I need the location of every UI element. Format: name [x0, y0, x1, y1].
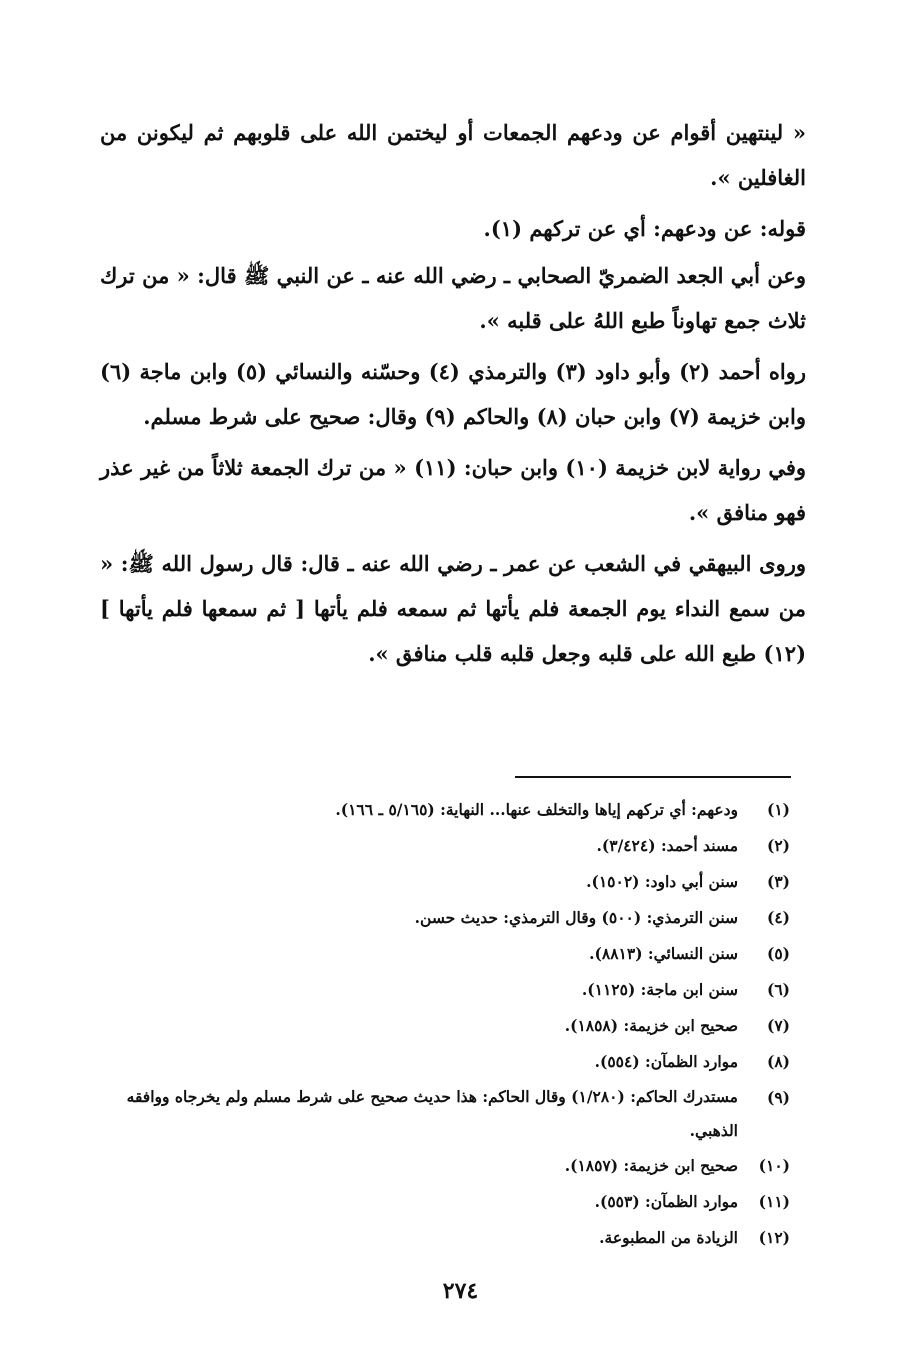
- footnote-text: سنن الترمذي: (٥٠٠) وقال الترمذي: حديث حسن.: [414, 908, 738, 927]
- footnote-text: موارد الظمآن: (٥٥٤).: [594, 1052, 738, 1071]
- footnote-number: (٢): [766, 836, 790, 855]
- footnote-text: صحيح ابن خزيمة: (١٨٥٧).: [564, 1156, 738, 1175]
- footnote-text: سنن أبي داود: (١٥٠٢).: [586, 872, 738, 891]
- footnote-item: [90, 1080, 790, 1148]
- footnote-number: (٥): [766, 944, 790, 963]
- paragraph-hadith-1: « لينتهين أقوام عن ودعهم الجمعات أو ليختمن الله على قلوبهم ثم ليكونن من الغافلين ».: [100, 120, 806, 190]
- footnote-item: [90, 972, 790, 1008]
- footnote-text: مسند أحمد: (٣/٤٢٤).: [596, 836, 738, 855]
- footnote-divider: [515, 776, 791, 778]
- paragraph-hadith-4: وروى البيهقي في الشعب عن عمر ـ رضي الله عنه ـ قال: قال رسول الله ﷺ: « من سمع النداء يوم الجمعة فلم يأتها ثم سمعه فلم يأتها [ ثم سمعها فلم يأتها ] (١٢) طبع الله على قلبه وجعل قلبه قلب منافق ».: [100, 551, 806, 666]
- footnote-item: [90, 864, 790, 900]
- footnote-text: موارد الظمآن: (٥٥٣).: [594, 1192, 738, 1211]
- paragraph-hadith-2: وعن أبي الجعد الضمريّ الصحابي ـ رضي الله عنه ـ عن النبي ﷺ قال: « من ترك ثلاث جمع تهاوناً طبع اللهُ على قلبه ».: [100, 263, 806, 333]
- footnote-text: الزيادة من المطبوعة.: [599, 1228, 738, 1247]
- main-text: [100, 110, 806, 682]
- footnote-number: (١): [766, 800, 790, 819]
- footnote-number: (٦): [766, 980, 790, 999]
- footnote-number: (٧): [766, 1016, 790, 1035]
- footnote-number: (١٢): [758, 1228, 790, 1247]
- footnote-number: (٤): [766, 908, 790, 927]
- page-number: ٢٧٤: [442, 1278, 479, 1304]
- footnote-item: [90, 900, 790, 936]
- footnote-number: (١١): [758, 1192, 790, 1211]
- footnote-item: [90, 792, 790, 828]
- paragraph-hadith-3: وفي رواية لابن خزيمة (١٠) وابن حبان: (١١) « من ترك الجمعة ثلاثاً من غير عذر فهو منافق ».: [100, 455, 807, 525]
- footnote-text: مستدرك الحاكم: (١/٢٨٠) وقال الحاكم: هذا حديث صحيح على شرط مسلم ولم يخرجاه ووافقه الذهبي.: [126, 1087, 738, 1140]
- paragraph-gloss: قوله: عن ودعهم: أي عن تركهم (١).: [483, 216, 806, 241]
- footnote-number: (١٠): [758, 1156, 790, 1175]
- footnote-item: [90, 1044, 790, 1080]
- footnote-item: [90, 1008, 790, 1044]
- footnote-item: [90, 936, 790, 972]
- footnote-text: سنن ابن ماجة: (١١٢٥).: [581, 980, 738, 999]
- footnote-text: صحيح ابن خزيمة: (١٨٥٨).: [564, 1016, 738, 1035]
- paragraph-narrators: رواه أحمد (٢) وأبو داود (٣) والترمذي (٤) وحسّنه والنسائي (٥) وابن ماجة (٦) وابن خزيمة (٧) وابن حبان (٨) والحاكم (٩) وقال: صحيح على شرط مسلم.: [100, 359, 807, 429]
- footnote-number: (٨): [766, 1052, 790, 1071]
- footnote-item: [90, 828, 790, 864]
- footnote-text: سنن النسائي: (٨٨١٣).: [589, 944, 738, 963]
- footnote-text: ودعهم: أي تركهم إياها والتخلف عنها... النهاية: (٥/١٦٥ ـ ١٦٦).: [335, 800, 738, 819]
- footnote-number: (٩): [766, 1088, 790, 1107]
- footnote-item: [90, 1220, 790, 1256]
- footnote-item: [90, 1148, 790, 1184]
- footnote-item: [90, 1184, 790, 1220]
- footnote-number: (٣): [766, 872, 790, 891]
- footnotes: [90, 792, 790, 1256]
